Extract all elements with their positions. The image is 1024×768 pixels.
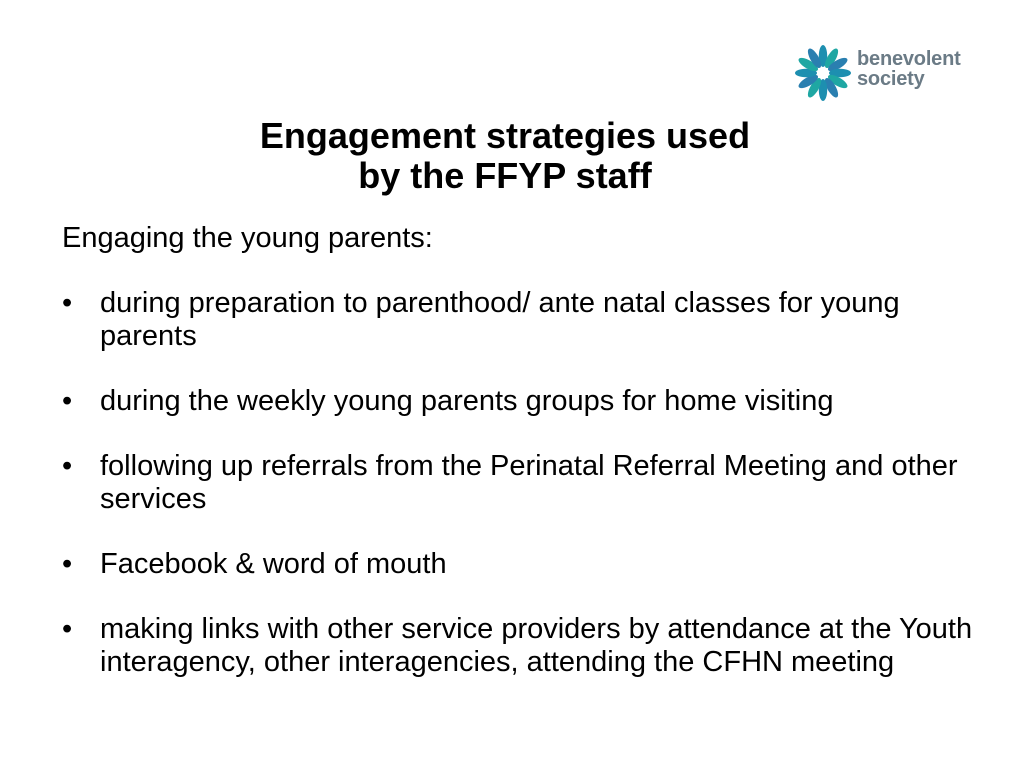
slide-body	[62, 222, 982, 711]
slide-title-line-2: by the FFYP staff	[358, 155, 652, 196]
slide-title	[150, 116, 860, 196]
benevolent-society-logo	[790, 40, 990, 106]
starburst-icon	[790, 40, 856, 106]
bullet-item	[62, 385, 982, 418]
bullet-item	[62, 613, 982, 679]
logo-line-2: society	[857, 68, 925, 90]
bullet-text: during the weekly young parents groups for home visiting	[100, 385, 834, 417]
bullet-text: during preparation to parenthood/ ante natal classes for young parents	[100, 287, 900, 352]
bullet-marker: •	[62, 385, 73, 417]
bullet-item	[62, 548, 982, 581]
bullet-item	[62, 450, 982, 516]
bullet-marker: •	[62, 450, 73, 482]
bullet-text: Facebook & word of mouth	[100, 548, 447, 580]
intro-text: Engaging the young parents:	[62, 222, 433, 254]
bullet-marker: •	[62, 287, 73, 319]
logo-line-1: benevolent	[857, 48, 961, 70]
bullet-text: following up referrals from the Perinatal Referral Meeting and other services	[100, 450, 958, 515]
bullet-list	[62, 287, 982, 679]
logo-wordmark	[857, 49, 961, 89]
bullet-marker: •	[62, 613, 73, 645]
bullet-text: making links with other service providers by attendance at the Youth interagency, other interagencies, attending the CFHN meeting	[100, 613, 973, 678]
bullet-marker: •	[62, 548, 73, 580]
slide-title-line-1: Engagement strategies used	[259, 115, 751, 156]
bullet-item	[62, 287, 982, 353]
